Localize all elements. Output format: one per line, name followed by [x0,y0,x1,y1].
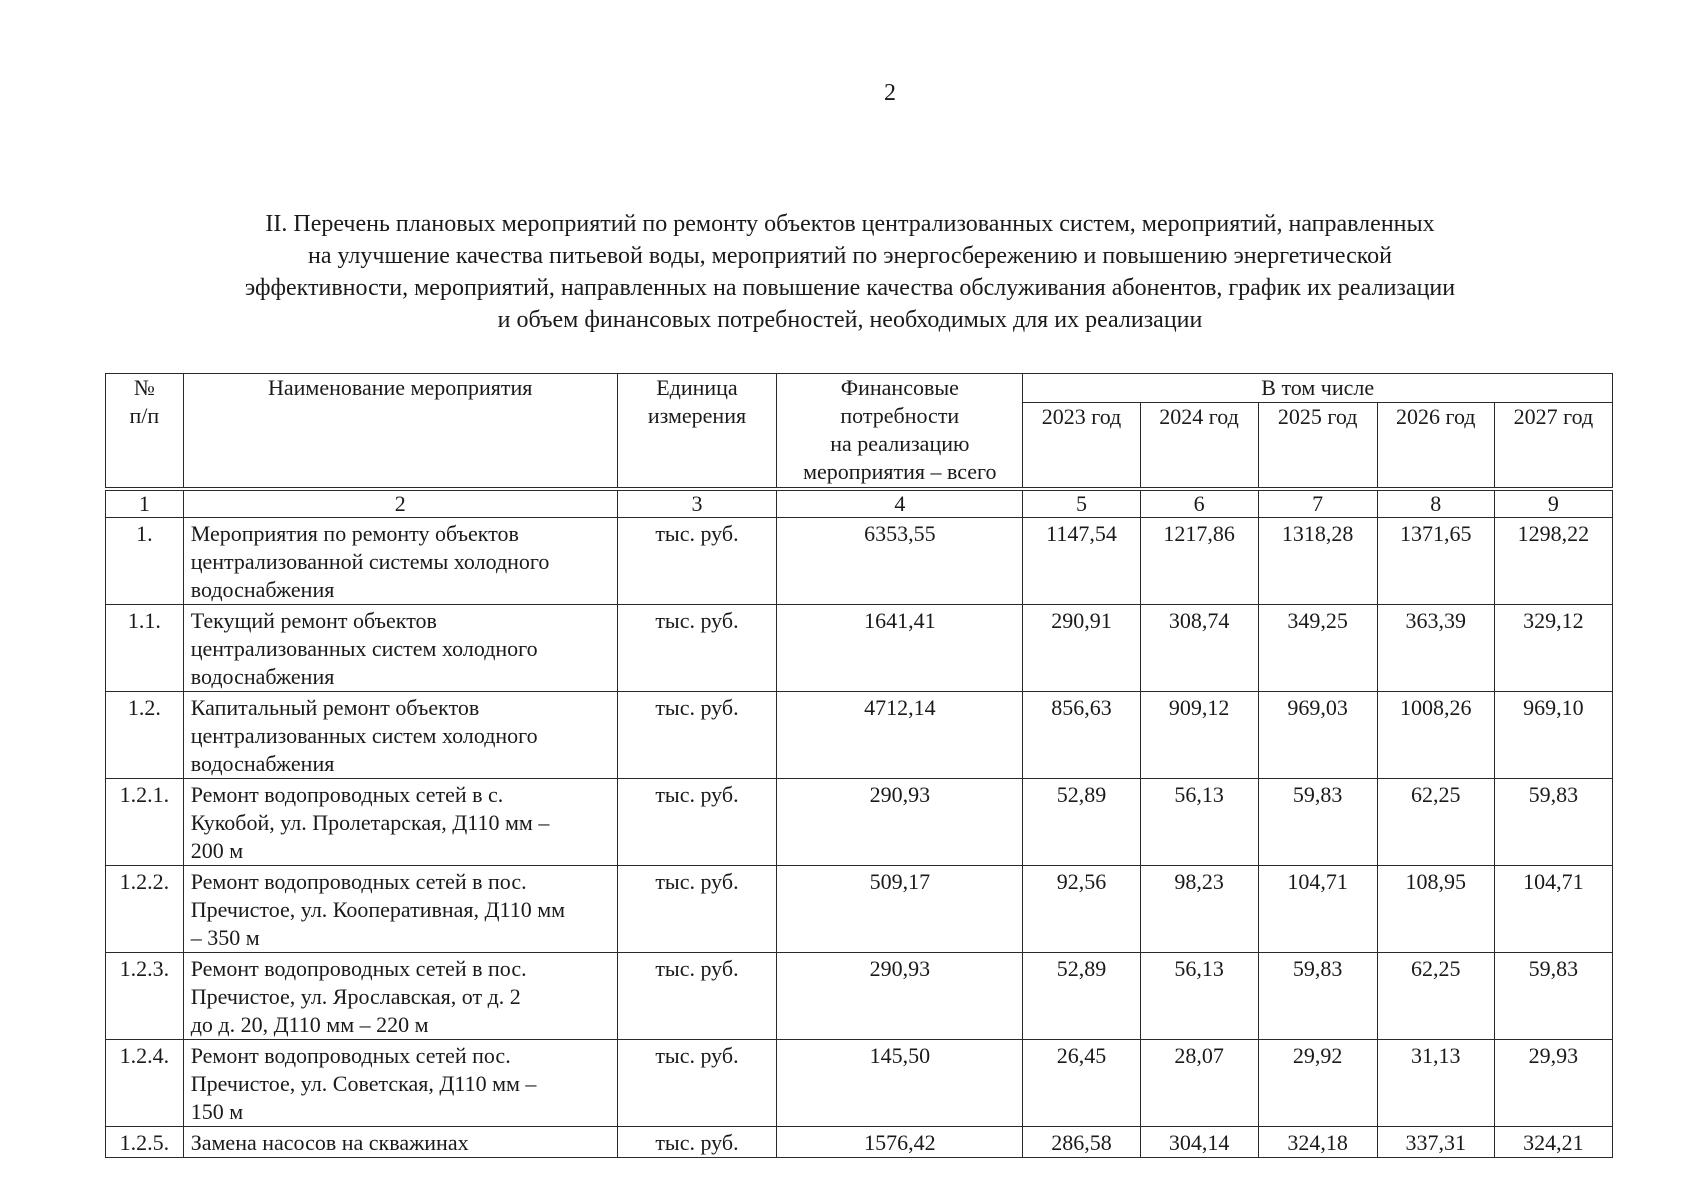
column-number: 9 [1494,489,1612,518]
row-year-value: 26,45 [1023,1040,1140,1127]
header-unit: Единица измерения [617,374,776,490]
row-num: 1.2.1. [106,779,184,866]
row-year-value: 337,31 [1377,1127,1494,1158]
row-unit: тыс. руб. [617,866,776,953]
table-row [106,605,1613,692]
title-line: и объем финансовых потребностей, необходимых для их реализации [497,307,1203,333]
header-year: 2027 год [1494,403,1612,490]
row-name: Текущий ремонт объектов централизованных систем холодного водоснабжения [183,605,617,692]
row-year-value: 1147,54 [1023,518,1140,605]
row-unit: тыс. руб. [617,953,776,1040]
row-year-value: 29,93 [1494,1040,1612,1127]
row-num: 1.2.4. [106,1040,184,1127]
row-name: Мероприятия по ремонту объектов централизованной системы холодного водоснабжения [183,518,617,605]
row-year-value: 52,89 [1023,953,1140,1040]
row-year-value: 324,21 [1494,1127,1612,1158]
header-finance: Финансовые потребности на реализацию мероприятия – всего [777,374,1023,490]
row-year-value: 29,92 [1258,1040,1377,1127]
row-num: 1. [106,518,184,605]
row-year-value: 104,71 [1258,866,1377,953]
column-number: 2 [183,489,617,518]
row-year-value: 56,13 [1140,953,1258,1040]
column-number: 3 [617,489,776,518]
row-year-value: 98,23 [1140,866,1258,953]
row-name: Ремонт водопроводных сетей пос. Пречистое, ул. Советская, Д110 мм – 150 м [183,1040,617,1127]
column-number: 8 [1377,489,1494,518]
row-name: Замена насосов на скважинах [183,1127,617,1158]
row-unit: тыс. руб. [617,605,776,692]
row-year-value: 290,91 [1023,605,1140,692]
row-year-value: 28,07 [1140,1040,1258,1127]
title-line: эффективности, мероприятий, направленных на повышение качества обслуживания абонентов, график их реализации [244,275,1456,301]
row-num: 1.2.3. [106,953,184,1040]
row-total: 6353,55 [777,518,1023,605]
row-num: 1.2. [106,692,184,779]
row-unit: тыс. руб. [617,518,776,605]
table-row [106,953,1613,1040]
row-year-value: 304,14 [1140,1127,1258,1158]
row-unit: тыс. руб. [617,1127,776,1158]
row-year-value: 856,63 [1023,692,1140,779]
column-number: 6 [1140,489,1258,518]
row-name: Капитальный ремонт объектов централизованных систем холодного водоснабжения [183,692,617,779]
column-numbers-row [106,489,1613,518]
row-year-value: 62,25 [1377,953,1494,1040]
row-year-value: 909,12 [1140,692,1258,779]
row-year-value: 1371,65 [1377,518,1494,605]
row-year-value: 1217,86 [1140,518,1258,605]
header-year: 2023 год [1023,403,1140,490]
table-row [106,1040,1613,1127]
row-name: Ремонт водопроводных сетей в с. Кукобой, ул. Пролетарская, Д110 мм – 200 м [183,779,617,866]
row-year-value: 1318,28 [1258,518,1377,605]
row-year-value: 108,95 [1377,866,1494,953]
row-year-value: 59,83 [1494,953,1612,1040]
row-unit: тыс. руб. [617,1040,776,1127]
header-year: 2024 год [1140,403,1258,490]
row-year-value: 52,89 [1023,779,1140,866]
row-name: Ремонт водопроводных сетей в пос. Пречистое, ул. Кооперативная, Д110 мм – 350 м [183,866,617,953]
row-year-value: 969,10 [1494,692,1612,779]
column-number: 5 [1023,489,1140,518]
row-name: Ремонт водопроводных сетей в пос. Пречистое, ул. Ярославская, от д. 2 до д. 20, Д110 мм – 220 м [183,953,617,1040]
page-number: 2 [884,80,896,106]
row-year-value: 349,25 [1258,605,1377,692]
row-total: 509,17 [777,866,1023,953]
row-total: 290,93 [777,779,1023,866]
row-year-value: 59,83 [1258,953,1377,1040]
row-year-value: 31,13 [1377,1040,1494,1127]
row-total: 1576,42 [777,1127,1023,1158]
row-num: 1.2.2. [106,866,184,953]
row-year-value: 363,39 [1377,605,1494,692]
row-total: 145,50 [777,1040,1023,1127]
row-total: 1641,41 [777,605,1023,692]
row-total: 290,93 [777,953,1023,1040]
row-num: 1.2.5. [106,1127,184,1158]
row-year-value: 56,13 [1140,779,1258,866]
header-name: Наименование мероприятия [183,374,617,490]
row-year-value: 1008,26 [1377,692,1494,779]
row-year-value: 1298,22 [1494,518,1612,605]
header-year: 2026 год [1377,403,1494,490]
row-year-value: 104,71 [1494,866,1612,953]
financial-plan-table [105,373,1613,1158]
table-row [106,866,1613,953]
row-unit: тыс. руб. [617,692,776,779]
row-num: 1.1. [106,605,184,692]
row-year-value: 62,25 [1377,779,1494,866]
table-row [106,692,1613,779]
row-year-value: 92,56 [1023,866,1140,953]
table-row [106,779,1613,866]
title-line: на улучшение качества питьевой воды, мероприятий по энергосбережению и повышению энергетической [307,243,1393,269]
document-title [120,208,1580,336]
row-unit: тыс. руб. [617,779,776,866]
header-num: № п/п [106,374,184,490]
row-year-value: 329,12 [1494,605,1612,692]
column-number: 1 [106,489,184,518]
header-including: В том числе [1023,374,1613,403]
row-year-value: 59,83 [1258,779,1377,866]
row-year-value: 59,83 [1494,779,1612,866]
row-year-value: 308,74 [1140,605,1258,692]
row-year-value: 969,03 [1258,692,1377,779]
title-line: II. Перечень плановых мероприятий по ремонту объектов централизованных систем, мероприятий, направленных [265,211,1435,237]
row-total: 4712,14 [777,692,1023,779]
header-year: 2025 год [1258,403,1377,490]
table-row [106,1127,1613,1158]
column-number: 4 [777,489,1023,518]
row-year-value: 324,18 [1258,1127,1377,1158]
column-number: 7 [1258,489,1377,518]
row-year-value: 286,58 [1023,1127,1140,1158]
table-row [106,518,1613,605]
